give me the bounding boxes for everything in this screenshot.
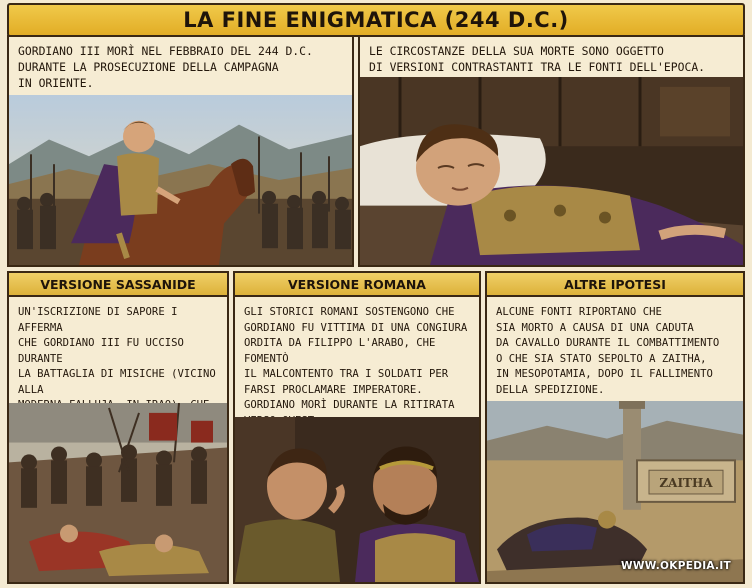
- text-altre-ipotesi: ALCUNE FONTI RIPORTANO CHE SIA MORTO A CAUSA DI UNA CADUTA DA CAVALLO DURANTE IL COMBATTIMENTO O CHE SIA STATO SEPOLTO A ZAITHA, IN MESOPOTAMIA, DOPO IL FALLIMENTO DELLA SPEDIZIONE.: [487, 299, 743, 409]
- text-versione-sassanide: UN'ISCRIZIONE DI SAPORE I AFFERMA CHE GORDIANO III FU UCCISO DURANTE LA BATTAGLIA DI MISICHE (VICINO ALLA: [9, 299, 227, 409]
- caption-death-circumstances: LE CIRCOSTANZE DELLA SUA MORTE SONO OGGETTO DI VERSIONI CONTRASTANTI TRA LE FONTI DELL'EPOCA.: [360, 37, 743, 77]
- conspirators-illustration: [235, 417, 479, 582]
- battle-scene-illustration: [9, 403, 227, 582]
- page-title-bar: [7, 3, 745, 37]
- emperor-lying-dead-illustration: [360, 77, 743, 265]
- heading-versione-romana: VERSIONE ROMANA: [235, 273, 479, 297]
- panel-versione-romana: [233, 271, 481, 584]
- heading-altre-ipotesi: ALTRE IPOTESI: [487, 273, 743, 297]
- heading-versione-sassanide: VERSIONE SASSANIDE: [9, 273, 227, 297]
- fallen-rider-and-tomb-illustration: [487, 401, 743, 582]
- panel-emperor-death: [358, 35, 745, 267]
- okpedia-watermark: WWW.OKPEDIA.IT: [620, 560, 731, 572]
- page-title: LA FINE ENIGMATICA (244 D.C.): [183, 8, 569, 32]
- panel-altre-ipotesi: [485, 271, 745, 584]
- zaitha-stone-label: ZAITHA: [659, 476, 713, 491]
- panel-emperor-campaign: [7, 35, 354, 267]
- emperor-on-horseback-illustration: [9, 95, 352, 265]
- caption-campaign: GORDIANO III MORÌ NEL FEBBRAIO DEL 244 D.C. DURANTE LA PROSECUZIONE DELLA CAMPAGNA IN ORIENTE.: [9, 37, 352, 95]
- text-versione-romana: GLI STORICI ROMANI SOSTENGONO CHE GORDIANO FU VITTIMA DI UNA CONGIURA ORDITA DA FILIPPO L'ARABO, CHE FOMENTÒ IL MALCONTENTO TRA I SOLDATI PER FARSI PROCLAMARE IMPERATORE. GORDIANO MORÌ DURANTE LA RITIRATA: [235, 299, 479, 419]
- panel-versione-sassanide: [7, 271, 229, 584]
